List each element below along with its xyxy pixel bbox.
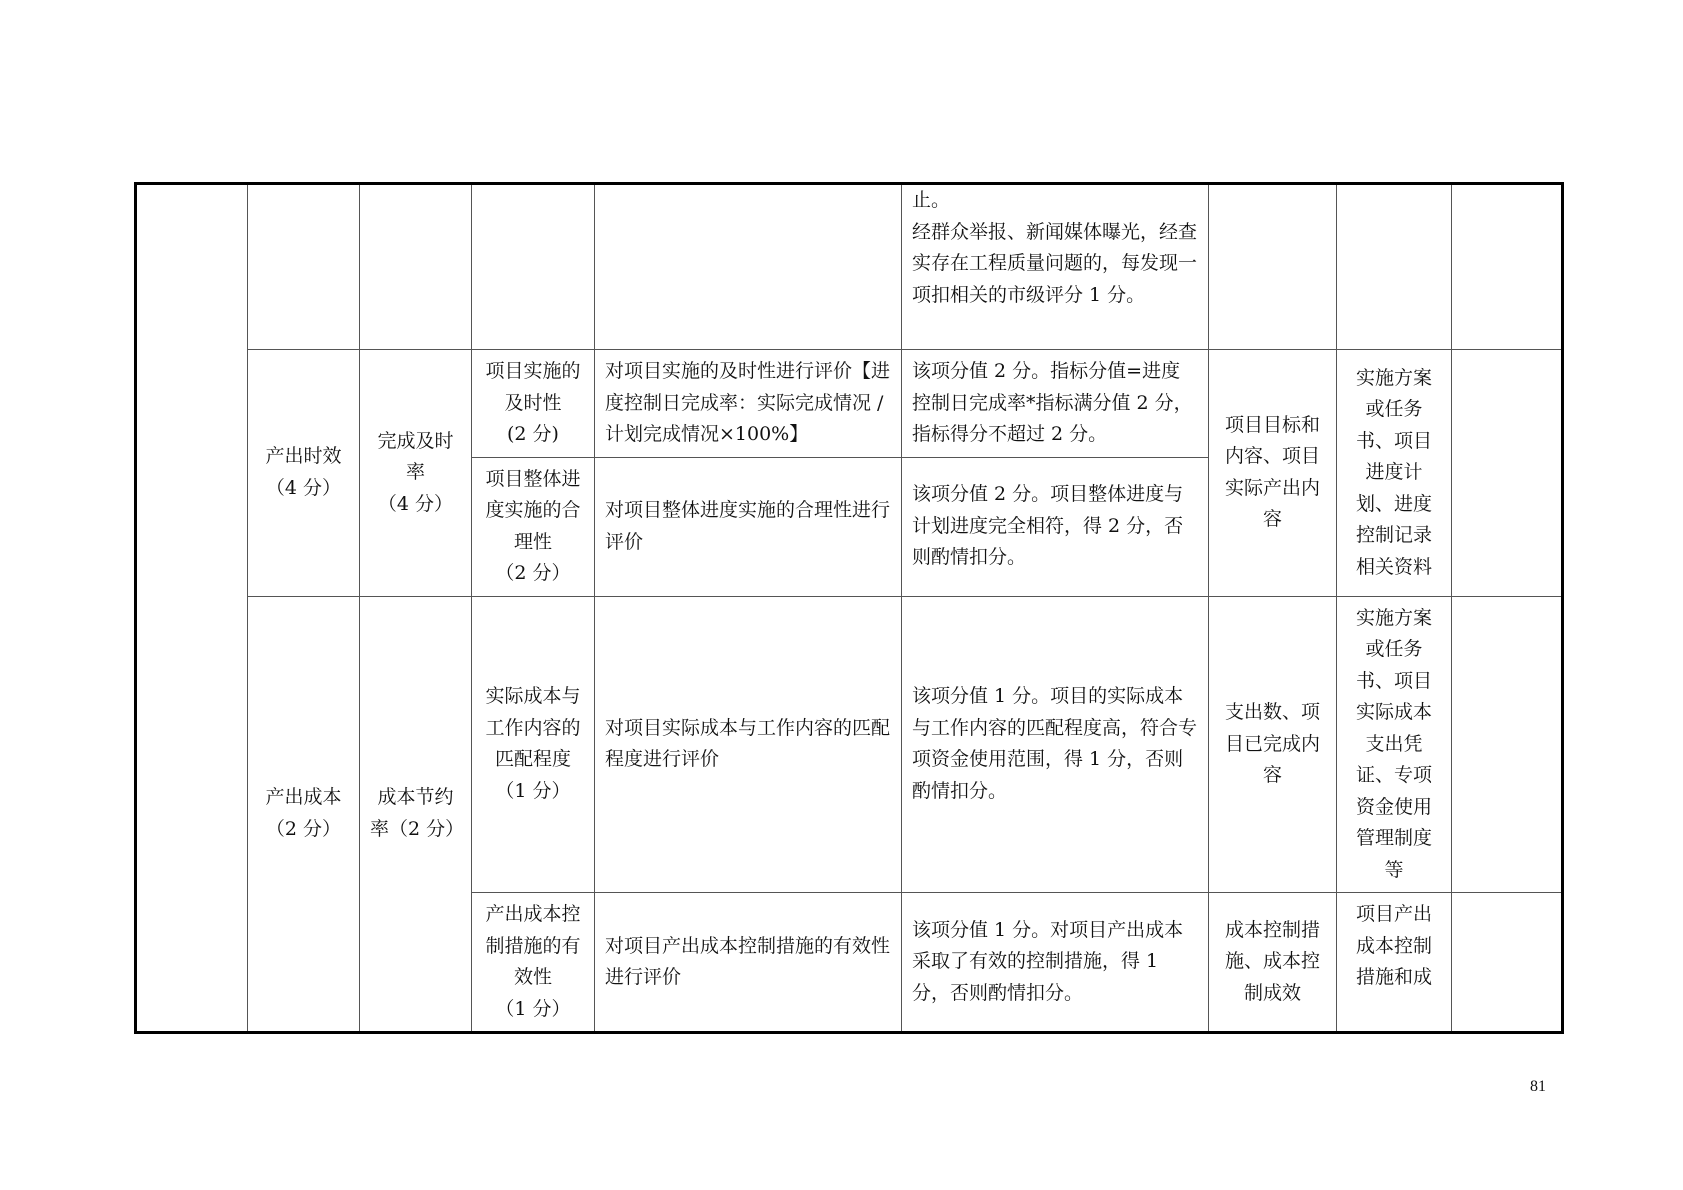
scoring-point-cell: 项目整体进度实施的合理性 （2 分） [472,457,595,596]
basis-cell: 支出数、项目已完成内容 [1209,596,1337,893]
scoring-point-cell: 产出成本控制措施的有效性 （1 分） [472,893,595,1033]
remarks-cell [1452,350,1563,597]
description-cell: 对项目实施的及时性进行评价【进度控制日完成率：实际完成情况 / 计划完成情况×100%】 [595,350,902,458]
materials-cell: 项目产出成本控制措施和成 [1337,893,1452,1033]
table-row [136,350,1563,458]
basis-cell: 项目目标和内容、项目实际产出内容 [1209,350,1337,597]
level3-cell [360,184,472,350]
remarks-cell [1452,184,1563,350]
remarks-cell [1452,893,1563,1033]
page-number: 81 [1530,1078,1546,1095]
scoring-point-cell [472,184,595,350]
evaluation-table [134,182,1564,1034]
remarks-cell [1452,596,1563,893]
scoring-point-cell: 实际成本与工作内容的匹配程度 （1 分） [472,596,595,893]
level3-cell: 成本节约率（2 分） [360,596,472,1033]
description-cell: 对项目产出成本控制措施的有效性进行评价 [595,893,902,1033]
level2-cell: 产出成本 （2 分） [248,596,360,1033]
description-cell [595,184,902,350]
level1-cell [136,184,248,1033]
scoring-standard-cell: 止。 经群众举报、新闻媒体曝光，经查实存在工程质量问题的，每发现一项扣相关的市级评分 1 分。 [902,184,1209,350]
level2-cell: 产出时效 （4 分） [248,350,360,597]
basis-cell: 成本控制措施、成本控制成效 [1209,893,1337,1033]
level3-cell: 完成及时率 （4 分） [360,350,472,597]
level2-cell [248,184,360,350]
scoring-standard-cell: 该项分值 2 分。指标分值=进度控制日完成率*指标满分值 2 分，指标得分不超过 2 分。 [902,350,1209,458]
materials-cell [1337,184,1452,350]
table-row [136,184,1563,350]
materials-cell: 实施方案或任务书、项目进度计划、进度控制记录相关资料 [1337,350,1452,597]
table-row [136,596,1563,893]
description-cell: 对项目整体进度实施的合理性进行评价 [595,457,902,596]
scoring-standard-cell: 该项分值 2 分。项目整体进度与计划进度完全相符，得 2 分，否则酌情扣分。 [902,457,1209,596]
scoring-point-cell: 项目实施的及时性 (2 分) [472,350,595,458]
scoring-standard-cell: 该项分值 1 分。对项目产出成本采取了有效的控制措施，得 1 分，否则酌情扣分。 [902,893,1209,1033]
basis-cell [1209,184,1337,350]
scoring-standard-cell: 该项分值 1 分。项目的实际成本与工作内容的匹配程度高，符合专项资金使用范围，得 1 分，否则酌情扣分。 [902,596,1209,893]
materials-cell: 实施方案或任务书、项目实际成本支出凭证、专项资金使用管理制度等 [1337,596,1452,893]
description-cell: 对项目实际成本与工作内容的匹配程度进行评价 [595,596,902,893]
